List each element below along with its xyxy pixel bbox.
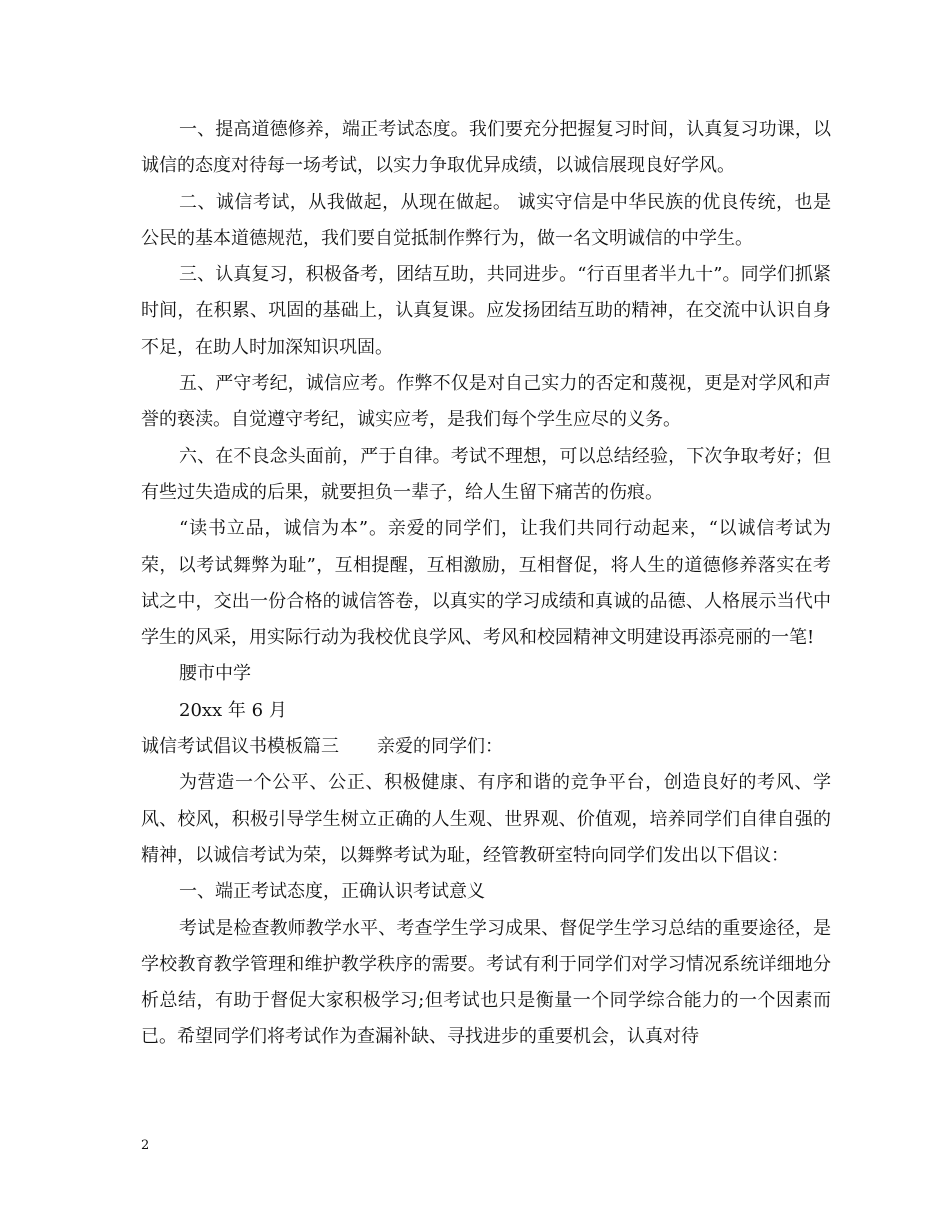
paragraph-1: 一、提高道德修养，端正考试态度。我们要充分把握复习时间，认真复习功课，以诚信的态度对待每一场考试，以实力争取优异成绩，以诚信展现良好学风。	[141, 119, 831, 177]
intro-paragraph: 为营造一个公平、公正、积极健康、有序和谐的竞争平台，创造良好的考风、学风、校风，积极引导学生树立正确的人生观、世界观、价值观，培养同学们自律自强的精神，以诚信考试为荣，以舞弊考试为耻，经管教研室特向同学们发出以下倡议：	[141, 772, 831, 866]
paragraph-6: 六、在不良念头面前，严于自律。考试不理想，可以总结经验，下次争取考好；但有些过失造成的后果，就要担负一辈子，给人生留下痛苦的伤痕。	[141, 445, 831, 503]
subheading-1: 一、端正考试态度，正确认识考试意义	[179, 881, 485, 903]
signature-school: 腰市中学	[179, 663, 251, 685]
closing-paragraph: “读书立品，诚信为本”。亲爱的同学们，让我们共同行动起来，“以诚信考试为荣，以考试舞弊为耻”，互相提醒，互相激励，互相督促，将人生的道德修养落实在考试之中，交出一份合格的诚信答卷，以真实的学习成绩和真诚的品德、人格展示当代中学生的风采，用实际行动为我校优良学风、考风和校园精神文明建设再添亮丽的一笔!	[141, 518, 831, 649]
salutation: 亲爱的同学们：	[377, 736, 503, 758]
section-title: 诚信考试倡议书模板篇三	[141, 736, 339, 758]
paragraph-3: 三、认真复习，积极备考，团结互助，共同进步。“行百里者半九十”。同学们抓紧时间，在积累、巩固的基础上，认真复课。应发扬团结互助的精神，在交流中认识自身不足，在助人时加深知识巩固。	[141, 264, 831, 358]
signature-date: 20xx 年 6 月	[179, 699, 287, 721]
document-body	[141, 112, 831, 1056]
paragraph-5: 五、严守考纪，诚信应考。作弊不仅是对自己实力的否定和蔑视，更是对学风和声誉的亵渎。自觉遵守考纪，诚实应考，是我们每个学生应尽的义务。	[141, 373, 831, 431]
paragraph-2: 二、诚信考试，从我做起，从现在做起。 诚实守信是中华民族的优良传统，也是公民的基本道德规范，我们要自觉抵制作弊行为，做一名文明诚信的中学生。	[141, 191, 831, 249]
exam-meaning-paragraph: 考试是检查教师教学水平、考查学生学习成果、督促学生学习总结的重要途径，是学校教育教学管理和维护教学秩序的需要。考试有利于同学们对学习情况系统详细地分析总结，有助于督促大家积极学习;但考试也只是衡量一个同学综合能力的一个因素而已。希望同学们将考试作为查漏补缺、寻找进步的重要机会，认真对待	[141, 917, 831, 1048]
page-number: 2	[141, 1138, 150, 1153]
section-heading-line	[141, 729, 831, 765]
